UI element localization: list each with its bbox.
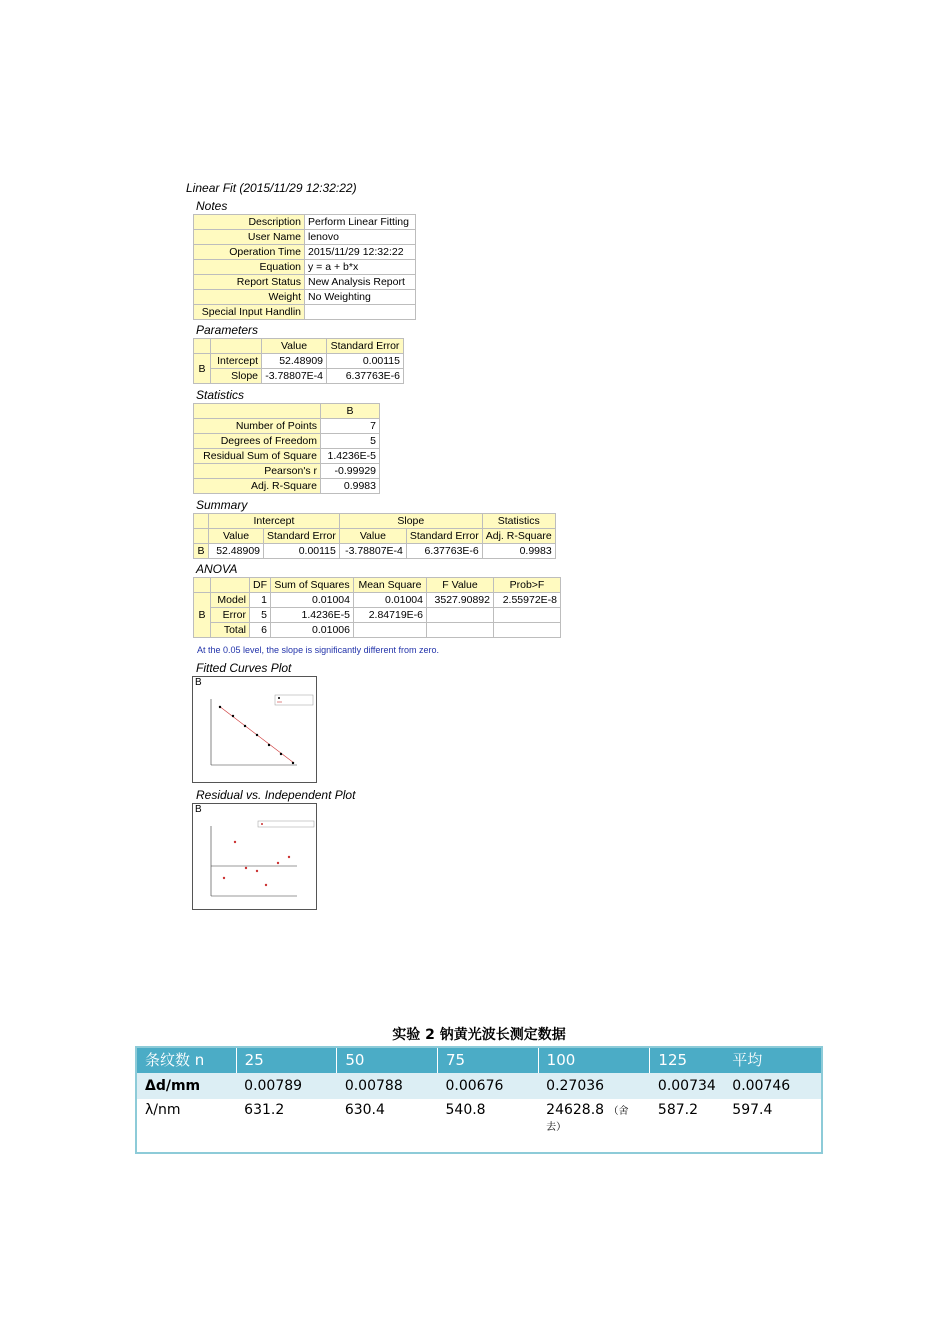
col-header: Mean Square — [354, 578, 427, 593]
col-header: Value — [339, 529, 406, 544]
header-cell: 125 — [650, 1047, 724, 1073]
cell: 1 — [250, 593, 271, 608]
cell — [354, 623, 427, 638]
notes-key: Weight — [194, 290, 305, 305]
notes-key: User Name — [194, 230, 305, 245]
row-label: B — [194, 544, 209, 559]
col-header: Standard Error — [264, 529, 340, 544]
cell: 6 — [250, 623, 271, 638]
cell: 2.55972E-8 — [494, 593, 561, 608]
parameters-table — [193, 338, 404, 384]
anova-table — [193, 577, 561, 638]
notes-key: Special Input Handlin — [194, 305, 305, 320]
cell: 0.00115 — [327, 354, 404, 369]
notes-table — [193, 214, 416, 320]
cell — [494, 623, 561, 638]
cell — [427, 608, 494, 623]
row-label: Adj. R-Square — [194, 479, 321, 494]
cell: 1.4236E-5 — [271, 608, 354, 623]
cell-with-note — [538, 1099, 650, 1153]
residual-plot-thumbnail — [193, 804, 316, 909]
col-header: B — [321, 404, 380, 419]
summary-table — [193, 513, 556, 559]
cell: 0.00788 — [337, 1073, 438, 1099]
group-header: Statistics — [482, 514, 555, 529]
header-cell: 50 — [337, 1047, 438, 1073]
parameters-heading: Parameters — [196, 323, 259, 337]
group-header: Slope — [339, 514, 482, 529]
cell: 0.9983 — [321, 479, 380, 494]
header-cell: 条纹数 n — [136, 1047, 236, 1073]
row-label: Slope — [211, 369, 262, 384]
fitted-plot-thumbnail — [193, 677, 316, 782]
col-header: Standard Error — [406, 529, 482, 544]
cell: -3.78807E-4 — [262, 369, 327, 384]
row-label: Error — [211, 608, 250, 623]
col-header: Standard Error — [327, 339, 404, 354]
row-label: Degrees of Freedom — [194, 434, 321, 449]
col-header: Sum of Squares — [271, 578, 354, 593]
header-cell: 25 — [236, 1047, 337, 1073]
cell: 0.01004 — [271, 593, 354, 608]
col-header: Value — [262, 339, 327, 354]
cell: 24628.8 — [546, 1102, 605, 1118]
row-label: Δd/mm — [136, 1073, 236, 1099]
notes-key: Operation Time — [194, 245, 305, 260]
discard-note: （舍去） — [546, 1106, 629, 1133]
cell: 0.00734 — [650, 1073, 724, 1099]
notes-key: Report Status — [194, 275, 305, 290]
row-label: Number of Points — [194, 419, 321, 434]
cell: 631.2 — [244, 1102, 285, 1118]
group-header: Intercept — [209, 514, 340, 529]
notes-value: lenovo — [305, 230, 416, 245]
cell: 5 — [250, 608, 271, 623]
summary-heading: Summary — [196, 498, 248, 512]
row-label: Total — [211, 623, 250, 638]
cell: 5 — [321, 434, 380, 449]
cell: 597.4 — [732, 1102, 773, 1118]
notes-value: No Weighting — [305, 290, 416, 305]
table-caption: 实验 2 钠黄光波长测定数据 — [392, 1027, 566, 1043]
cell: 3527.90892 — [427, 593, 494, 608]
cell: 0.00746 — [724, 1073, 822, 1099]
notes-value: 2015/11/29 12:32:22 — [305, 245, 416, 260]
cell: -3.78807E-4 — [339, 544, 406, 559]
row-label: Model — [211, 593, 250, 608]
header-cell: 平均 — [724, 1047, 822, 1073]
report-title: Linear Fit (2015/11/29 12:32:22) — [186, 181, 357, 195]
notes-value: New Analysis Report — [305, 275, 416, 290]
cell: 0.00676 — [438, 1073, 539, 1099]
wavelength-data-table — [135, 1046, 823, 1154]
fitted-curves-plot — [192, 676, 317, 783]
cell: -0.99929 — [321, 464, 380, 479]
cell: 1.4236E-5 — [321, 449, 380, 464]
col-header: DF — [250, 578, 271, 593]
notes-key: Equation — [194, 260, 305, 275]
row-label: Intercept — [211, 354, 262, 369]
cell: 540.8 — [445, 1102, 486, 1118]
cell: 6.37763E-6 — [406, 544, 482, 559]
notes-value — [305, 305, 416, 320]
anova-heading: ANOVA — [196, 562, 238, 576]
row-label: Residual Sum of Square — [194, 449, 321, 464]
notes-heading: Notes — [196, 199, 228, 213]
cell: 52.48909 — [262, 354, 327, 369]
notes-value: y = a + b*x — [305, 260, 416, 275]
cell — [427, 623, 494, 638]
notes-value: Perform Linear Fitting — [305, 215, 416, 230]
cell: 0.00789 — [236, 1073, 337, 1099]
fitted-plot-heading: Fitted Curves Plot — [196, 661, 292, 675]
col-header: Prob>F — [494, 578, 561, 593]
residual-plot-heading: Residual vs. Independent Plot — [196, 788, 356, 802]
col-header: Adj. R-Square — [482, 529, 555, 544]
cell: 6.37763E-6 — [327, 369, 404, 384]
row-label: Pearson's r — [194, 464, 321, 479]
cell — [494, 608, 561, 623]
cell: 0.01004 — [354, 593, 427, 608]
header-cell: 100 — [538, 1047, 650, 1073]
cell: 587.2 — [657, 1102, 698, 1118]
cell: 0.00115 — [264, 544, 340, 559]
notes-key: Description — [194, 215, 305, 230]
col-header: Value — [209, 529, 264, 544]
cell: 2.84719E-6 — [354, 608, 427, 623]
row-label: λ/nm — [145, 1102, 181, 1118]
group-label: B — [194, 354, 211, 384]
header-cell: 75 — [438, 1047, 539, 1073]
cell: 7 — [321, 419, 380, 434]
group-label: B — [194, 593, 211, 638]
col-header: F Value — [427, 578, 494, 593]
plot-tag: B — [195, 804, 202, 815]
statistics-heading: Statistics — [196, 388, 245, 402]
cell: 630.4 — [344, 1102, 385, 1118]
cell: 52.48909 — [209, 544, 264, 559]
statistics-table — [193, 403, 380, 494]
cell: 0.27036 — [538, 1073, 650, 1099]
cell: 0.01006 — [271, 623, 354, 638]
cell: 0.9983 — [482, 544, 555, 559]
significance-note: At the 0.05 level, the slope is significantly different from zero. — [197, 645, 439, 655]
residual-plot — [192, 803, 317, 910]
plot-tag: B — [195, 677, 202, 688]
